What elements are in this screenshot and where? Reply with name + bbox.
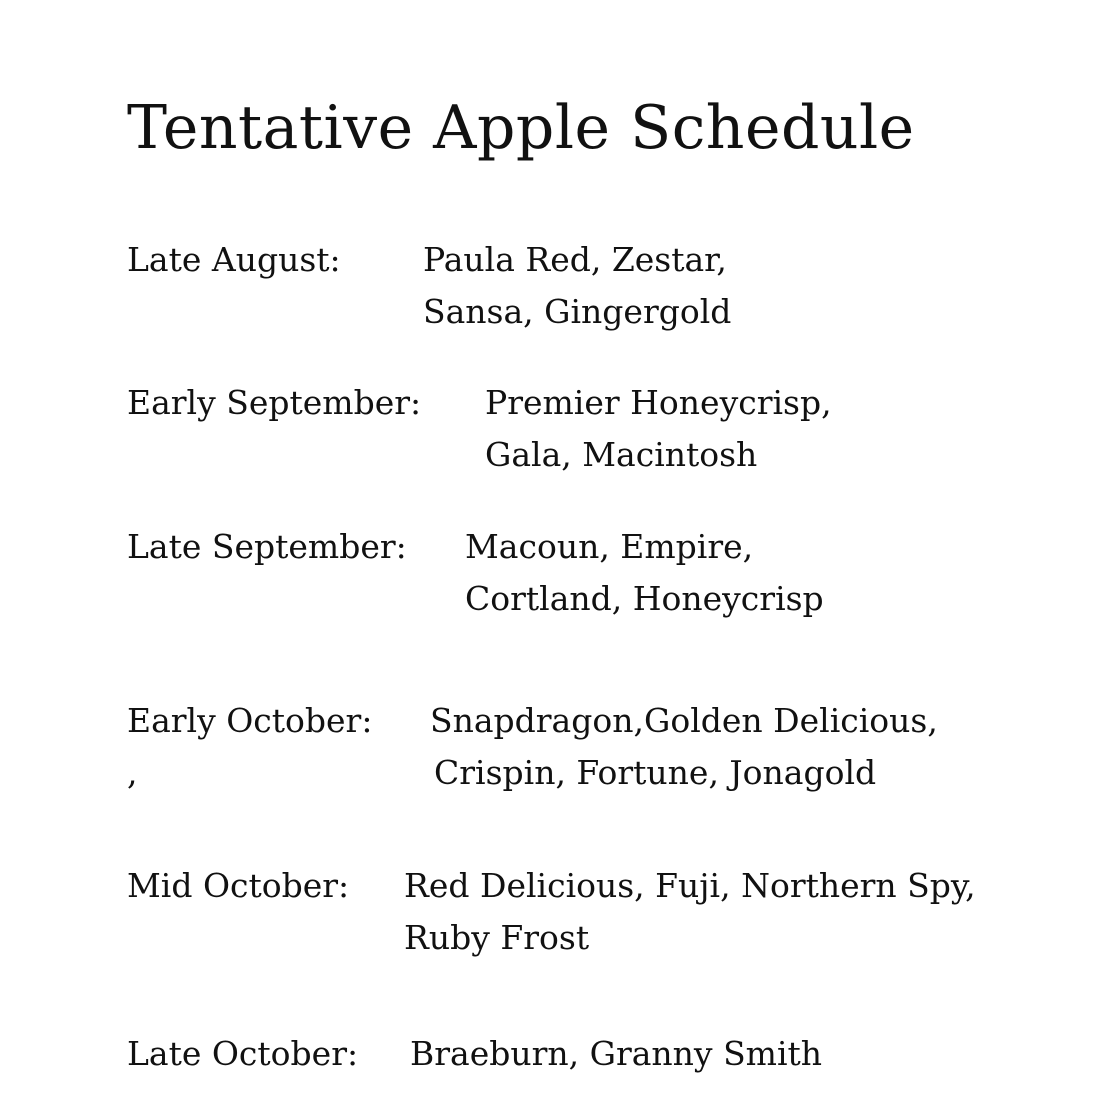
apple-varieties-line: Snapdragon,Golden Delicious, xyxy=(430,701,938,740)
period-label: Mid October: xyxy=(127,866,350,905)
stray-comma: , xyxy=(127,753,138,792)
apple-varieties-line: Red Delicious, Fuji, Northern Spy, xyxy=(404,866,976,905)
period-label: Late October: xyxy=(127,1034,359,1073)
apple-varieties-line: Sansa, Gingergold xyxy=(423,292,732,331)
apple-varieties-line: Cortland, Honeycrisp xyxy=(465,579,824,618)
period-label: Late September: xyxy=(127,527,407,566)
apple-varieties-line: Paula Red, Zestar, xyxy=(423,240,727,279)
apple-varieties-line: Braeburn, Granny Smith xyxy=(410,1034,823,1073)
period-label: Early September: xyxy=(127,383,422,422)
apple-varieties-line: Macoun, Empire, xyxy=(465,527,754,566)
page-title: Tentative Apple Schedule xyxy=(127,93,915,163)
apple-varieties-line: Gala, Macintosh xyxy=(485,435,758,474)
apple-varieties-line: Crispin, Fortune, Jonagold xyxy=(434,753,877,792)
apple-varieties-line: Ruby Frost xyxy=(404,918,590,957)
period-label: Late August: xyxy=(127,240,341,279)
apple-varieties-line: Premier Honeycrisp, xyxy=(485,383,832,422)
period-label: Early October: xyxy=(127,701,373,740)
